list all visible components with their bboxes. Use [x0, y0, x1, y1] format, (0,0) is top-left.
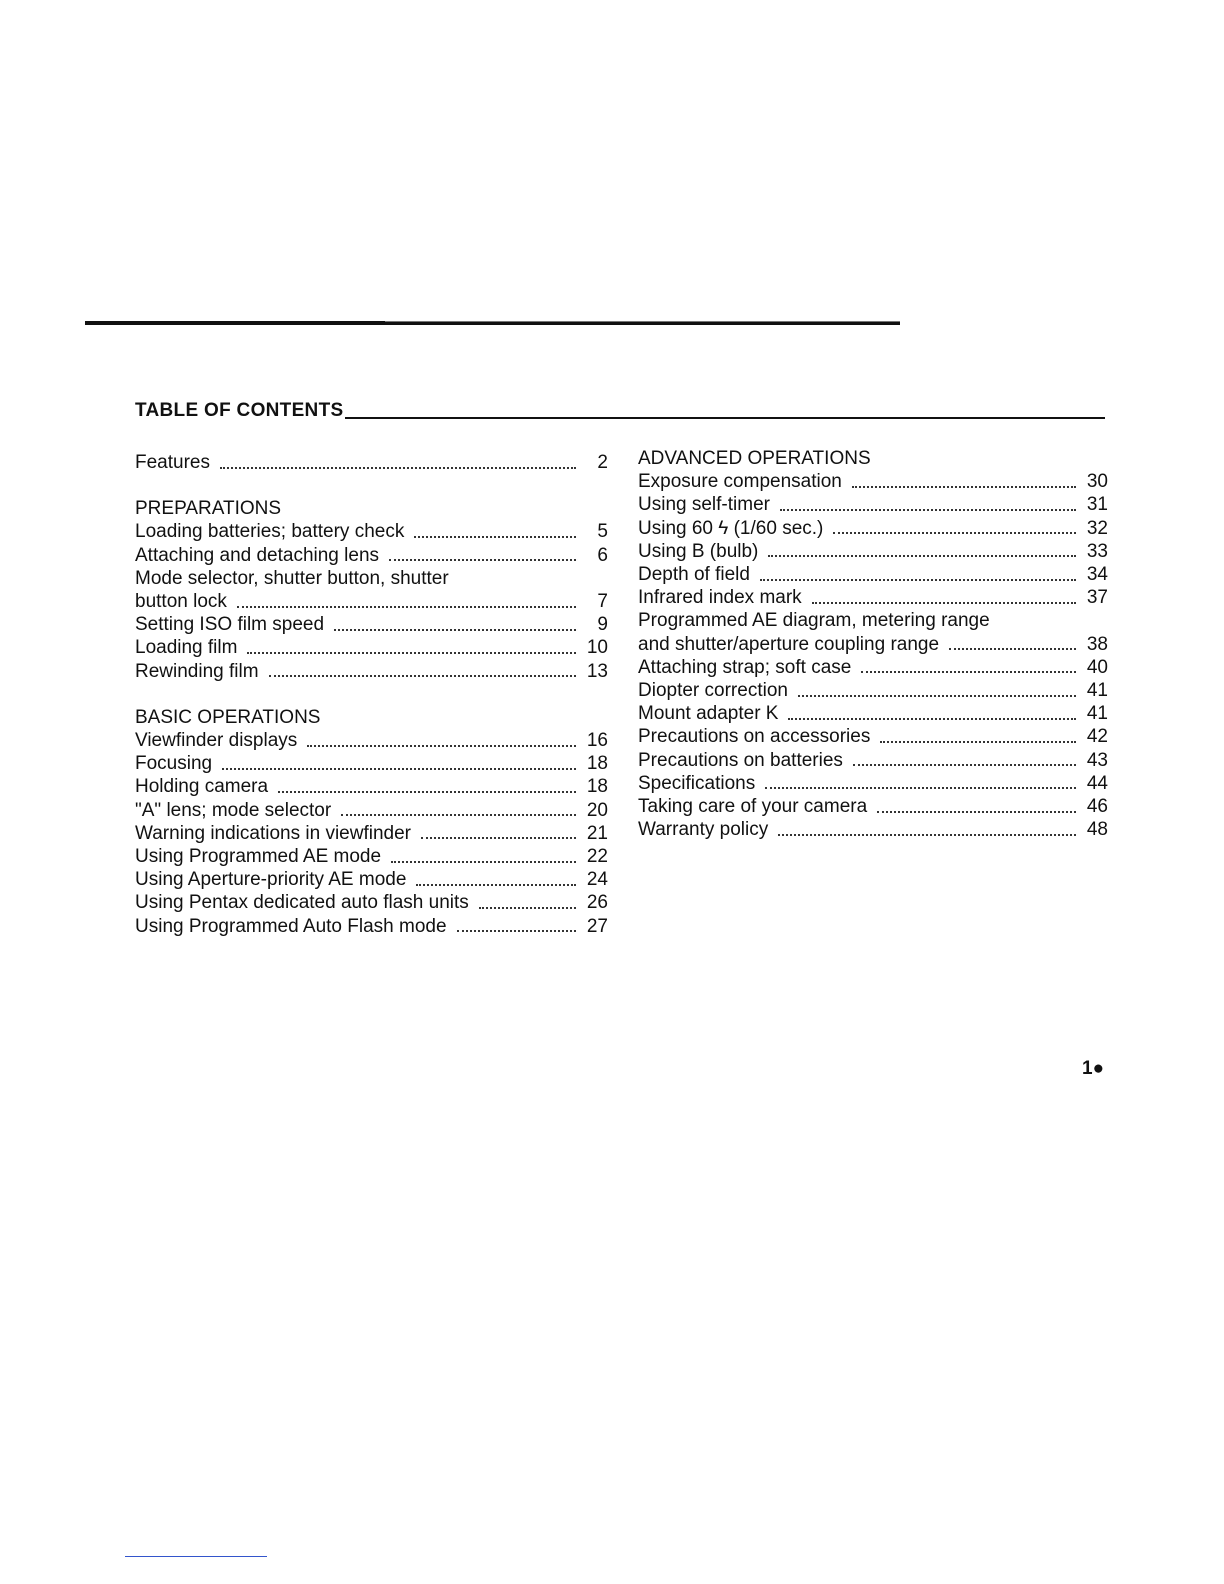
toc-entry-page: 13 [586, 660, 608, 682]
dot-leader [414, 536, 576, 538]
toc-entry-page: 26 [586, 892, 608, 914]
toc-entry[interactable] [135, 799, 608, 822]
toc-entry-label: Using Aperture-priority AE mode [135, 869, 407, 891]
toc-right-column [638, 447, 1108, 841]
toc-list-advanced-operations [638, 470, 1108, 841]
toc-entry-label: Taking care of your camera [638, 796, 868, 818]
toc-entry[interactable] [135, 613, 608, 636]
dot-leader [853, 764, 1076, 766]
dot-leader [391, 861, 576, 863]
dot-leader [416, 884, 576, 886]
toc-entry-label: Mount adapter K [638, 703, 779, 725]
toc-entry-label: Attaching strap; soft case [638, 656, 852, 678]
dot-leader [421, 837, 576, 839]
toc-list-basic-operations [135, 729, 608, 938]
toc-entry[interactable] [638, 633, 1108, 656]
toc-entry-page: 18 [586, 776, 608, 798]
toc-entry-label: Loading batteries; battery check [135, 521, 405, 543]
toc-entry[interactable] [135, 868, 608, 891]
toc-entry-page: 7 [597, 591, 608, 613]
dot-leader [220, 467, 576, 469]
page-number: 1● [1082, 1058, 1105, 1079]
toc-entry-page: 46 [1086, 796, 1108, 818]
top-rule [85, 321, 900, 325]
toc-entry-continued-label[interactable]: Programmed AE diagram, metering range [638, 610, 990, 632]
dot-leader [788, 718, 1076, 720]
dot-leader [877, 811, 1076, 813]
toc-entry-label: Warranty policy [638, 819, 769, 841]
dot-leader [778, 834, 1076, 836]
toc-entry[interactable] [638, 540, 1108, 563]
dot-leader [949, 648, 1076, 650]
toc-entry[interactable] [638, 517, 1108, 540]
toc-entry-label: Using B (bulb) [638, 540, 759, 562]
toc-entry[interactable] [638, 795, 1108, 818]
dot-leader [457, 930, 576, 932]
toc-entry[interactable] [135, 729, 608, 752]
toc-entry-label: Attaching and detaching lens [135, 544, 380, 566]
toc-entry-page: 33 [1086, 540, 1108, 562]
toc-entry[interactable] [638, 656, 1108, 679]
toc-entry-page: 21 [586, 822, 608, 844]
toc-entry[interactable] [135, 752, 608, 775]
toc-entry-page: 6 [597, 544, 608, 566]
toc-entry[interactable] [638, 749, 1108, 772]
dot-leader [247, 652, 576, 654]
toc-entry-label: Infrared index mark [638, 587, 802, 609]
toc-entry-label: Using self-timer [638, 494, 770, 516]
toc-entry[interactable] [638, 818, 1108, 841]
section-heading-basic-operations: BASIC OPERATIONS [135, 706, 321, 728]
toc-entry-label: Focusing [135, 753, 213, 775]
dot-leader [269, 675, 576, 677]
toc-entry-label: Using 60 ϟ (1/60 sec.) [638, 517, 824, 539]
toc-entry[interactable] [638, 772, 1108, 795]
toc-entry[interactable] [135, 822, 608, 845]
toc-left-column [135, 451, 608, 938]
toc-entry-page: 41 [1086, 680, 1108, 702]
toc-entry-label: "A" lens; mode selector [135, 799, 332, 821]
toc-entry-page: 37 [1086, 587, 1108, 609]
toc-entry-page: 9 [597, 614, 608, 636]
toc-list-preparations [135, 520, 608, 682]
dot-leader [307, 745, 576, 747]
toc-entry[interactable] [135, 845, 608, 868]
toc-entry-label: Warning indications in viewfinder [135, 822, 411, 844]
toc-entry[interactable] [638, 679, 1108, 702]
toc-entry-page: 22 [586, 846, 608, 868]
toc-title-rule [345, 417, 1105, 419]
dot-leader [765, 787, 1076, 789]
dot-leader [812, 602, 1076, 604]
toc-entry-page: 10 [586, 637, 608, 659]
toc-entry-label: Loading film [135, 637, 238, 659]
toc-entry-label: Setting ISO film speed [135, 614, 325, 636]
toc-entry[interactable] [135, 660, 608, 683]
toc-entry-features[interactable] [135, 451, 608, 474]
toc-entry-label: and shutter/aperture coupling range [638, 633, 940, 655]
toc-entry-label: Viewfinder displays [135, 730, 298, 752]
dot-leader [334, 629, 576, 631]
dot-leader [222, 768, 576, 770]
toc-title: TABLE OF CONTENTS [135, 400, 344, 421]
toc-entry-label: Features [135, 452, 210, 473]
toc-entry-page: 2 [597, 452, 608, 473]
dot-leader [833, 532, 1076, 534]
toc-header [135, 400, 1105, 422]
toc-entry[interactable] [135, 775, 608, 798]
dot-leader [479, 907, 576, 909]
toc-entry-page: 30 [1086, 471, 1108, 493]
toc-entry-page: 24 [586, 869, 608, 891]
toc-entry[interactable] [135, 544, 608, 567]
toc-entry-page: 44 [1086, 772, 1108, 794]
toc-entry-page: 5 [597, 521, 608, 543]
toc-entry[interactable] [638, 470, 1108, 493]
dot-leader [341, 814, 576, 816]
toc-entry-label: Precautions on accessories [638, 726, 871, 748]
toc-entry[interactable] [135, 915, 608, 938]
section-heading-advanced-operations: ADVANCED OPERATIONS [638, 448, 871, 469]
toc-entry-page: 20 [586, 799, 608, 821]
toc-entry-label: Precautions on batteries [638, 749, 843, 771]
toc-entry[interactable] [638, 563, 1108, 586]
toc-entry[interactable] [638, 702, 1108, 725]
toc-entry-page: 42 [1086, 726, 1108, 748]
bottom-link-underline [125, 1556, 267, 1557]
dot-leader [852, 486, 1076, 488]
toc-entry-label: Rewinding film [135, 660, 259, 682]
toc-entry[interactable] [638, 725, 1108, 748]
toc-entry-page: 16 [586, 730, 608, 752]
dot-leader [798, 695, 1076, 697]
toc-entry-label: Depth of field [638, 564, 750, 586]
toc-entry-page: 48 [1086, 819, 1108, 841]
toc-entry-label: Using Pentax dedicated auto flash units [135, 892, 469, 914]
toc-entry[interactable] [135, 520, 608, 543]
toc-entry-page: 38 [1086, 633, 1108, 655]
toc-entry[interactable] [638, 493, 1108, 516]
toc-entry[interactable] [638, 586, 1108, 609]
toc-entry-page: 40 [1086, 656, 1108, 678]
toc-entry-page: 18 [586, 753, 608, 775]
dot-leader [780, 509, 1076, 511]
section-heading-preparations: PREPARATIONS [135, 498, 282, 520]
toc-entry[interactable] [135, 891, 608, 914]
toc-entry-page: 41 [1086, 703, 1108, 725]
toc-entry-label: Exposure compensation [638, 471, 842, 493]
toc-entry[interactable] [135, 636, 608, 659]
toc-entry-label: Diopter correction [638, 680, 788, 702]
toc-entry-label: Using Programmed AE mode [135, 846, 382, 868]
dot-leader [237, 606, 576, 608]
toc-entry-page: 31 [1086, 494, 1108, 516]
toc-entry-page: 43 [1086, 749, 1108, 771]
dot-leader [389, 559, 576, 561]
dot-leader [768, 555, 1076, 557]
toc-entry-label: Specifications [638, 772, 756, 794]
dot-leader [880, 741, 1076, 743]
dot-leader [861, 671, 1076, 673]
toc-entry-page: 34 [1086, 564, 1108, 586]
dot-leader [760, 579, 1076, 581]
toc-entry-page: 27 [586, 915, 608, 937]
toc-entry-label: Holding camera [135, 776, 269, 798]
dot-leader [278, 791, 576, 793]
toc-entry[interactable] [135, 590, 608, 613]
toc-entry-label: button lock [135, 591, 227, 613]
toc-entry-label: Using Programmed Auto Flash mode [135, 915, 447, 937]
toc-entry-continued-label[interactable]: Mode selector, shutter button, shutter [135, 567, 449, 589]
toc-entry-page: 32 [1086, 517, 1108, 539]
